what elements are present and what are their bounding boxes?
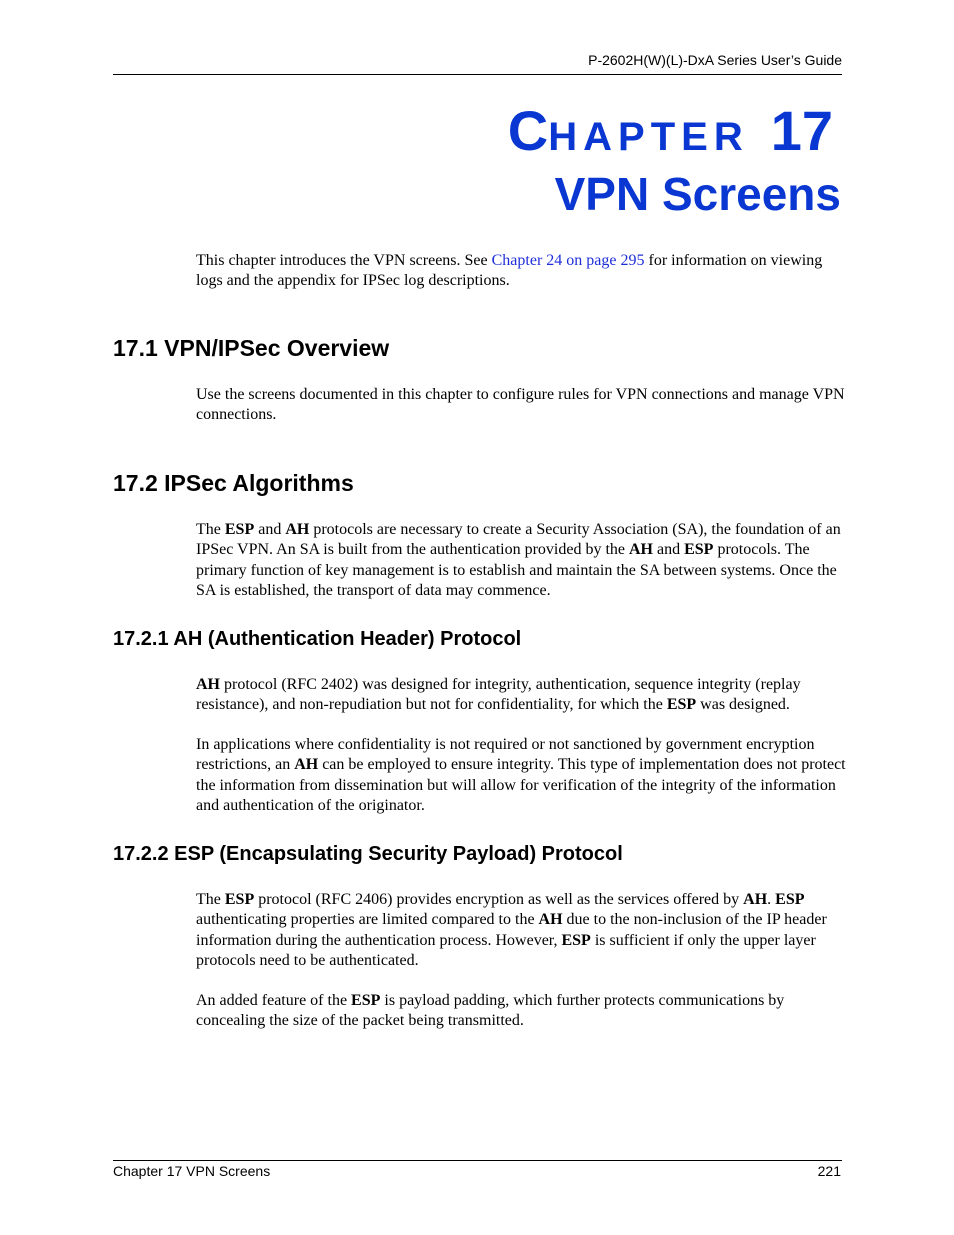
section-17-2-2-paragraph-1: The ESP protocol (RFC 2406) provides encryption as well as the services offered by AH. ESP authenticating properties are limited compared to the AH due to the non-inclusion of the IP header information during the authentication process. However, ESP is sufficient if only the upper layer protocols need to be authenticated.: [196, 891, 827, 969]
section-heading-17-2: 17.2 IPSec Algorithms: [113, 470, 354, 496]
section-17-2-1-paragraph-2: In applications where confidentiality is not required or not sanctioned by government encryption restrictions, an AH can be employed to ensure integrity. This type of implementation does not protect the information from dissemination but will allow for verification of the integrity of the information and authentication of the originator.: [196, 736, 846, 814]
section-17-1-paragraph: Use the screens documented in this chapter to configure rules for VPN connections and manage VPN connections.: [196, 386, 845, 424]
chapter-24-link[interactable]: Chapter 24 on page 295: [491, 252, 645, 269]
section-heading-17-2-1: 17.2.1 AH (Authentication Header) Protocol: [113, 628, 522, 650]
section-heading-17-1: 17.1 VPN/IPSec Overview: [113, 335, 390, 361]
chapter-label-initial: C: [507, 99, 549, 162]
section-heading-17-2-2: 17.2.2 ESP (Encapsulating Security Payload) Protocol: [113, 843, 623, 865]
footer-rule: [113, 1160, 842, 1161]
footer-chapter-reference: Chapter 17 VPN Screens: [113, 1163, 271, 1179]
section-17-2-1-paragraph-1: AH protocol (RFC 2402) was designed for integrity, authentication, sequence integrity (replay resistance), and non-repudiation but not for confidentiality, for which the ESP was designed.: [196, 676, 801, 714]
chapter-label-rest: HAPTER: [548, 115, 749, 159]
intro-paragraph: [196, 251, 846, 292]
chapter-number: 17: [770, 99, 833, 162]
intro-text-end: for information on viewing logs and the appendix for IPSec log descriptions.: [196, 252, 823, 290]
page-number: 221: [817, 1163, 841, 1179]
running-header: P-2602H(W)(L)-DxA Series User’s Guide: [588, 52, 842, 68]
section-17-2-2-paragraph-2: An added feature of the ESP is payload padding, which further protects communications by concealing the size of the packet being transmitted.: [196, 992, 785, 1030]
chapter-title: VPN Screens: [554, 168, 841, 220]
intro-text: This chapter introduces the VPN screens. See: [196, 252, 492, 269]
section-17-2-paragraph: The ESP and AH protocols are necessary to create a Security Association (SA), the foundation of an IPSec VPN. An SA is built from the authentication provided by the AH and ESP protocols. The primary function of key management is to establish and maintain the SA between systems. Once the SA is established, the transport of data may commence.: [196, 521, 841, 599]
header-rule: [113, 74, 842, 75]
